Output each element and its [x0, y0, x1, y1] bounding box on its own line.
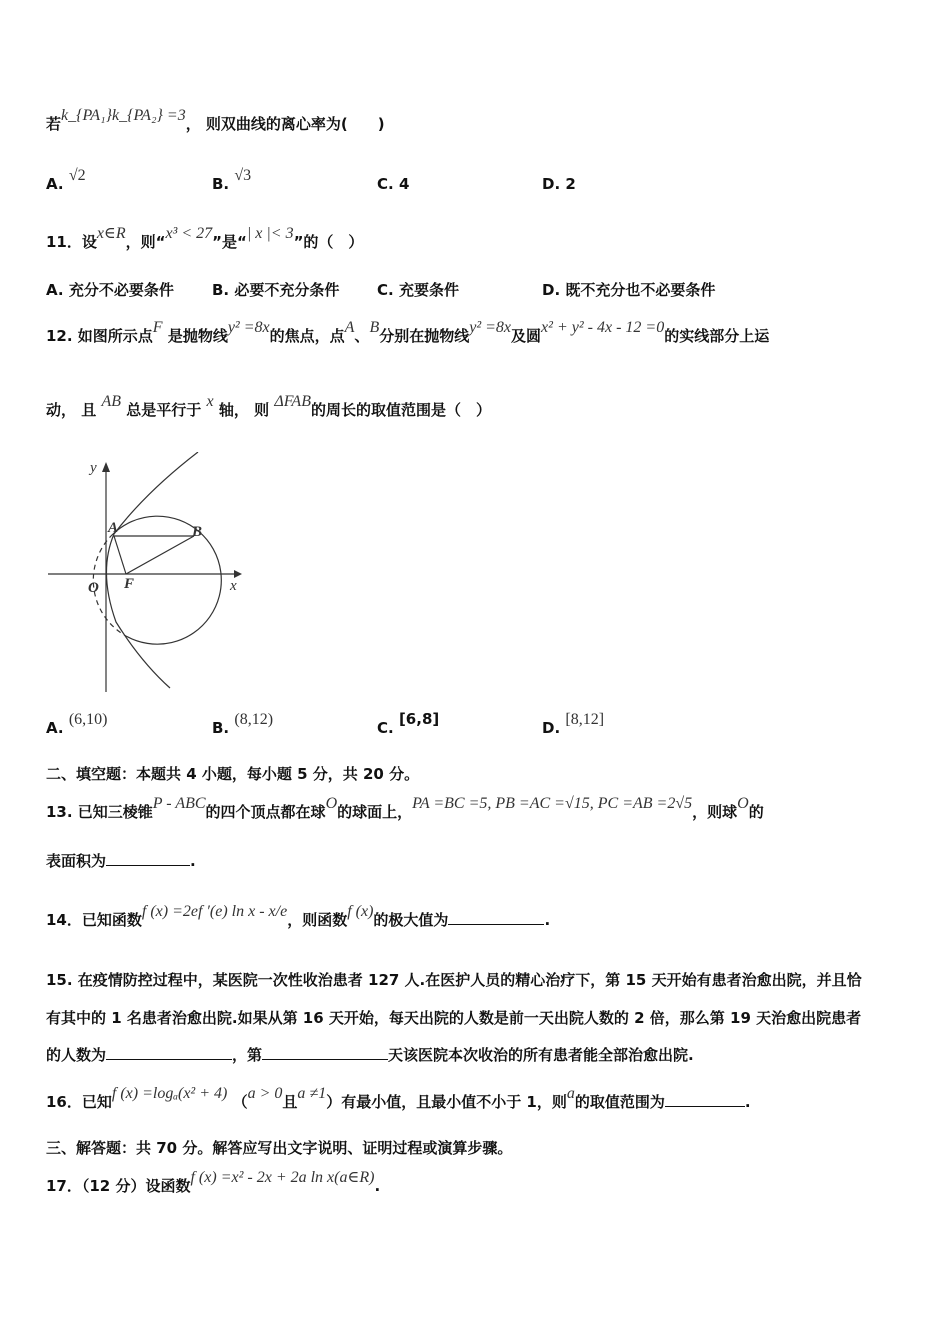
q14-answer-blank[interactable]	[448, 910, 544, 925]
q10-math: k_{PA₁}k_{PA₂} =3	[61, 107, 186, 124]
parabola-upper	[114, 452, 198, 534]
q11-option-d: D. 既不充分也不必要条件	[542, 281, 716, 299]
q15-line1: 15. 在疫情防控过程中，某医院一次性收治患者 127 人.在医护人员的精心治疗下，第 15 天开始有患者治愈出院，并且恰	[46, 971, 862, 989]
y-axis-arrow	[102, 462, 110, 472]
q15-line2: 有其中的 1 名患者治愈出院.如果从第 16 天开始，每天出院的人数是前一天出院人数的 2 倍，那么第 19 天治愈出院患者	[46, 1009, 862, 1027]
q10-option-d: D. 2	[542, 175, 576, 193]
q13-stem-line2: 表面积为 .	[46, 852, 196, 870]
q13-answer-blank[interactable]	[106, 851, 190, 866]
segment-af	[114, 536, 126, 574]
section-2-heading: 二、填空题：本题共 4 小题，每小题 5 分，共 20 分。	[46, 765, 420, 783]
q15-answer-blank-2[interactable]	[262, 1045, 388, 1060]
segment-bf	[126, 536, 194, 574]
q15-line3: 的人数为 ，第 天该医院本次收治的所有患者能全部治愈出院.	[46, 1046, 694, 1064]
q16-stem: 16．已知f (x) =logₐ(x² + 4) （a > 0且a ≠1）有最小值，且最小值不小于 1，则a的取值范围为 .	[46, 1085, 751, 1111]
q11-option-b: B. 必要不充分条件	[212, 281, 340, 299]
q12-option-b: B. (8,12)	[212, 711, 274, 737]
q17-stem: 17．（12 分）设函数f (x) =x² - 2x + 2a ln x(a∈R).	[46, 1169, 381, 1195]
parabola-lower	[106, 534, 170, 688]
q12-option-d: D. [8,12]	[542, 711, 605, 737]
section-3-heading: 三、解答题：共 70 分。解答应写出文字说明、证明过程或演算步骤。	[46, 1139, 513, 1157]
q13-stem-line1: 13. 已知三棱锥P - ABC的四个顶点都在球O的球面上，PA =BC =5, PB =AC =√15, PC =AB =2√5，则球O的	[46, 795, 764, 821]
q14-stem: 14．已知函数f (x) =2ef ′(e) ln x - x/e，则函数f (x)的极大值为 .	[46, 903, 551, 929]
q10-option-b: B. √3	[212, 167, 252, 193]
q12-stem-line2: 动， 且 AB 总是平行于 x 轴， 则 ΔFAB的周长的取值范围是（ ）	[46, 393, 491, 419]
x-axis-arrow	[234, 570, 242, 578]
q10-option-c: C. 4	[377, 175, 410, 193]
q16-answer-blank[interactable]	[665, 1092, 745, 1107]
q11-stem: 11．设x∈R，则“x³ < 27”是“| x |< 3”的（ ）	[46, 225, 364, 251]
label-f: F	[124, 576, 135, 592]
q12-stem-line1: 12. 如图所示点F 是抛物线y² =8x的焦点，点A、B分别在抛物线y² =8x及圆x² + y² - 4x - 12 =0的实线部分上运	[46, 319, 770, 345]
label-x: x	[230, 578, 237, 594]
label-a: A	[108, 520, 119, 536]
q12-option-a: A. (6,10)	[46, 711, 108, 737]
q15-answer-blank-1[interactable]	[106, 1045, 232, 1060]
q10-stem: 若k_{PA₁}k_{PA₂} =3， 则双曲线的离心率为( )	[46, 107, 385, 133]
q11-option-c: C. 充要条件	[377, 281, 459, 299]
label-o: O	[88, 580, 99, 596]
label-y: y	[90, 460, 97, 476]
q12-option-c: C. [6,8]	[377, 710, 440, 737]
q11-option-a: A. 充分不必要条件	[46, 281, 174, 299]
label-b: B	[192, 524, 203, 540]
q12-figure	[46, 452, 256, 697]
q10-option-a: A. √2	[46, 167, 86, 193]
